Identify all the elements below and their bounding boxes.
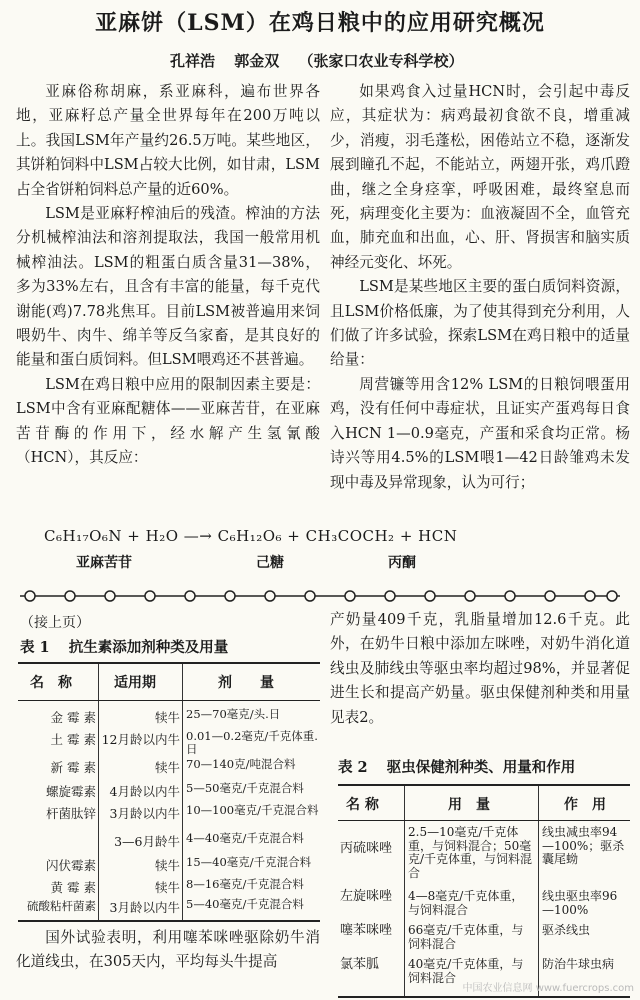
chemical-equation: C₆H₁₇O₆N + H₂O —→ C₆H₁₂O₆ + CH₃COCH₂ + HCN [44, 527, 458, 545]
cell-dose: 5—40毫克/千克混合料 [186, 897, 304, 911]
author-2: 郭金双 [234, 52, 280, 70]
author-line [170, 50, 464, 71]
continued-label: （接上页） [20, 615, 90, 631]
cell-dose: 66毫克/千克体重，与饲料混合 [408, 923, 524, 951]
article-title: 亚麻饼（LSM）在鸡日粮中的应用研究概况 [95, 10, 545, 36]
affiliation: （张家口农业专科学校） [298, 52, 464, 70]
cell-name: 氯苯胍 [340, 957, 380, 972]
header-effect: 作 用 [564, 797, 606, 813]
cell-period: 犊牛 [154, 760, 180, 775]
cell-name: 黄 霉 素 [50, 880, 96, 895]
cell-period: 3—6月龄牛 [114, 834, 180, 849]
bottom-right-paragraph [330, 608, 630, 730]
cell-dose: 8—16毫克/千克混合料 [186, 877, 304, 891]
cell-effect: 驱杀线虫 [542, 923, 591, 937]
table1-number: 表 1 [20, 639, 50, 656]
cell-name: 金 霉 素 [50, 710, 96, 725]
paragraph: 产奶量409千克，乳脂量增加12.6千克。此外，在奶牛日粮中添加左咪唑，对奶牛消化道线虫及肺线虫等驱虫率均超过98%，并显著促进生长和提高产奶量。驱虫保健剂种类和用量见表2。 [330, 611, 630, 726]
cell-name: 闪伏霉素 [45, 858, 96, 873]
cell-name: 硫酸粘杆菌素 [27, 899, 96, 913]
cell-dose: 15—40毫克/千克混合料 [186, 855, 312, 869]
author-1: 孔祥浩 [170, 52, 216, 70]
right-column [330, 80, 630, 495]
table1-title: 抗生素添加剂种类及用量 [68, 639, 229, 656]
cell-period: 12月龄以内牛 [101, 732, 180, 747]
cell-dose: 4—40毫克/千克混合料 [186, 831, 304, 845]
bottom-left-paragraph [16, 926, 320, 974]
cell-period: 3月龄以内牛 [109, 900, 180, 915]
table2-title: 驱虫保健剂种类、用量和作用 [386, 759, 576, 776]
cell-dose: 10—100毫克/千克混合料 [186, 803, 319, 817]
cell-dose: 4—8毫克/千克体重，与饲料混合 [408, 889, 524, 917]
left-column [16, 80, 320, 471]
paragraph: LSM在鸡日粮中应用的限制因素主要是：LSM中含有亚麻配糖体——亚麻苦苷，在亚麻苦苷酶的作用下，经水解产生氢氰酸（HCN），其反应： [16, 375, 320, 467]
cell-name: 丙硫咪唑 [340, 841, 393, 856]
equation-label-amygdalin: 亚麻苦苷 [76, 555, 132, 571]
header-dose: 用 量 [448, 797, 490, 813]
cell-period: 犊牛 [154, 880, 180, 895]
watermark: 中国农业信息网 www.fuercrops.com [462, 983, 634, 994]
table1-caption [20, 636, 228, 657]
cell-name: 土 霉 素 [50, 732, 96, 747]
header-name: 名 称 [346, 797, 379, 813]
equation-label-hexose: 己糖 [256, 555, 284, 571]
cell-dose: 70—140克/吨混合料 [186, 757, 296, 771]
equation-label-acetone: 丙酮 [388, 555, 416, 571]
cell-dose: 25—70毫克/头.日 [186, 707, 281, 721]
cell-period: 4月龄以内牛 [109, 784, 180, 799]
anthelmintic-table [338, 784, 630, 998]
header-name: 名 称 [30, 675, 72, 691]
cell-dose: 5—50毫克/千克混合料 [186, 781, 304, 795]
paragraph: LSM是亚麻籽榨油后的残渣。榨油的方法分机械榨油法和溶剂提取法，我国一般常用机械榨油法。LSM的粗蛋白质含量31—38%，多为33%左右，且含有丰富的能量，每千克代谢能(鸡)7.78兆焦耳。目前LSM被普遍用来饲喂奶牛、肉牛、绵羊等反刍家畜，是其良好的能量和蛋白质饲料。但LSM喂鸡还不甚普遍。 [16, 205, 320, 369]
cell-dose: 40毫克/千克体重，与饲料混合 [408, 957, 524, 985]
header-dose: 剂 量 [218, 675, 274, 691]
cell-effect: 防治牛球虫病 [542, 957, 615, 971]
cell-name: 左旋咪唑 [340, 889, 393, 904]
cell-name: 杆菌肽锌 [45, 806, 96, 821]
cell-effect: 线虫驱虫率96—100% [542, 889, 618, 917]
paragraph: 周营镰等用含12% LSM的日粮饲喂蛋用鸡，没有任何中毒症状，且证实产蛋鸡每日食入HCN 1—0.9毫克，产蛋和采食均正常。杨诗兴等用4.5%的LSM喂1—42日龄雏鸡未发现中毒及异常现象，认为可行； [330, 375, 630, 491]
cell-period: 犊牛 [154, 858, 180, 873]
paragraph: 亚麻俗称胡麻，系亚麻科，遍布世界各地，亚麻籽总产量全世界每年在200万吨以上。我国LSM年产量约26.5万吨。某些地区，其饼粕饲料中LSM占较大比例，如甘肃，LSM占全省饼粕饲料总产量的近60%。 [16, 83, 320, 198]
column-divider [98, 664, 99, 920]
table-header [18, 664, 320, 701]
cell-period: 3月龄以内牛 [109, 806, 180, 821]
cell-dose: 0.01—0.2毫克/千克体重.日 [186, 729, 318, 756]
table2-caption [338, 756, 575, 777]
column-divider [182, 664, 183, 920]
chain-divider [20, 588, 620, 604]
antibiotic-table [18, 662, 320, 922]
cell-name: 螺旋霉素 [45, 784, 96, 799]
cell-name: 新 霉 素 [50, 760, 96, 775]
paragraph: 如果鸡食入过量HCN时，会引起中毒反应，其症状为：病鸡最初食欲不良，增重减少，消瘦，羽毛蓬松，困倦站立不稳，逐渐发展到瞳孔不起，不能站立，两翅开张，鸡爪蹬曲，继之全身痉挛，呼吸困难，最终窒息而死，病理变化主要为：血液凝固不全，血管充血，肺充血和出血，心、肝、肾损害和脑实质神经元变化、坏死。 [330, 83, 630, 271]
paragraph: LSM是某些地区主要的蛋白质饲料资源，且LSM价格低廉，为了使其得到充分利用，人们做了许多试验，探索LSM在鸡日粮中的适量给量： [330, 278, 630, 369]
table2-number: 表 2 [338, 759, 368, 776]
table-header [338, 786, 630, 821]
paragraph: 国外试验表明，利用噻苯咪唑驱除奶牛消化道线虫，在305天内，平均每头牛提高 [16, 929, 320, 970]
cell-dose: 2.5—10毫克/千克体重，与饲料混合；50毫克/千克体重，与饲料混合 [408, 825, 533, 880]
cell-name: 噻苯咪唑 [340, 923, 393, 938]
cell-period: 犊牛 [154, 710, 180, 725]
cell-effect: 线虫减虫率94—100%；驱杀囊尾蚴 [542, 825, 625, 866]
header-period: 适用期 [114, 675, 156, 691]
